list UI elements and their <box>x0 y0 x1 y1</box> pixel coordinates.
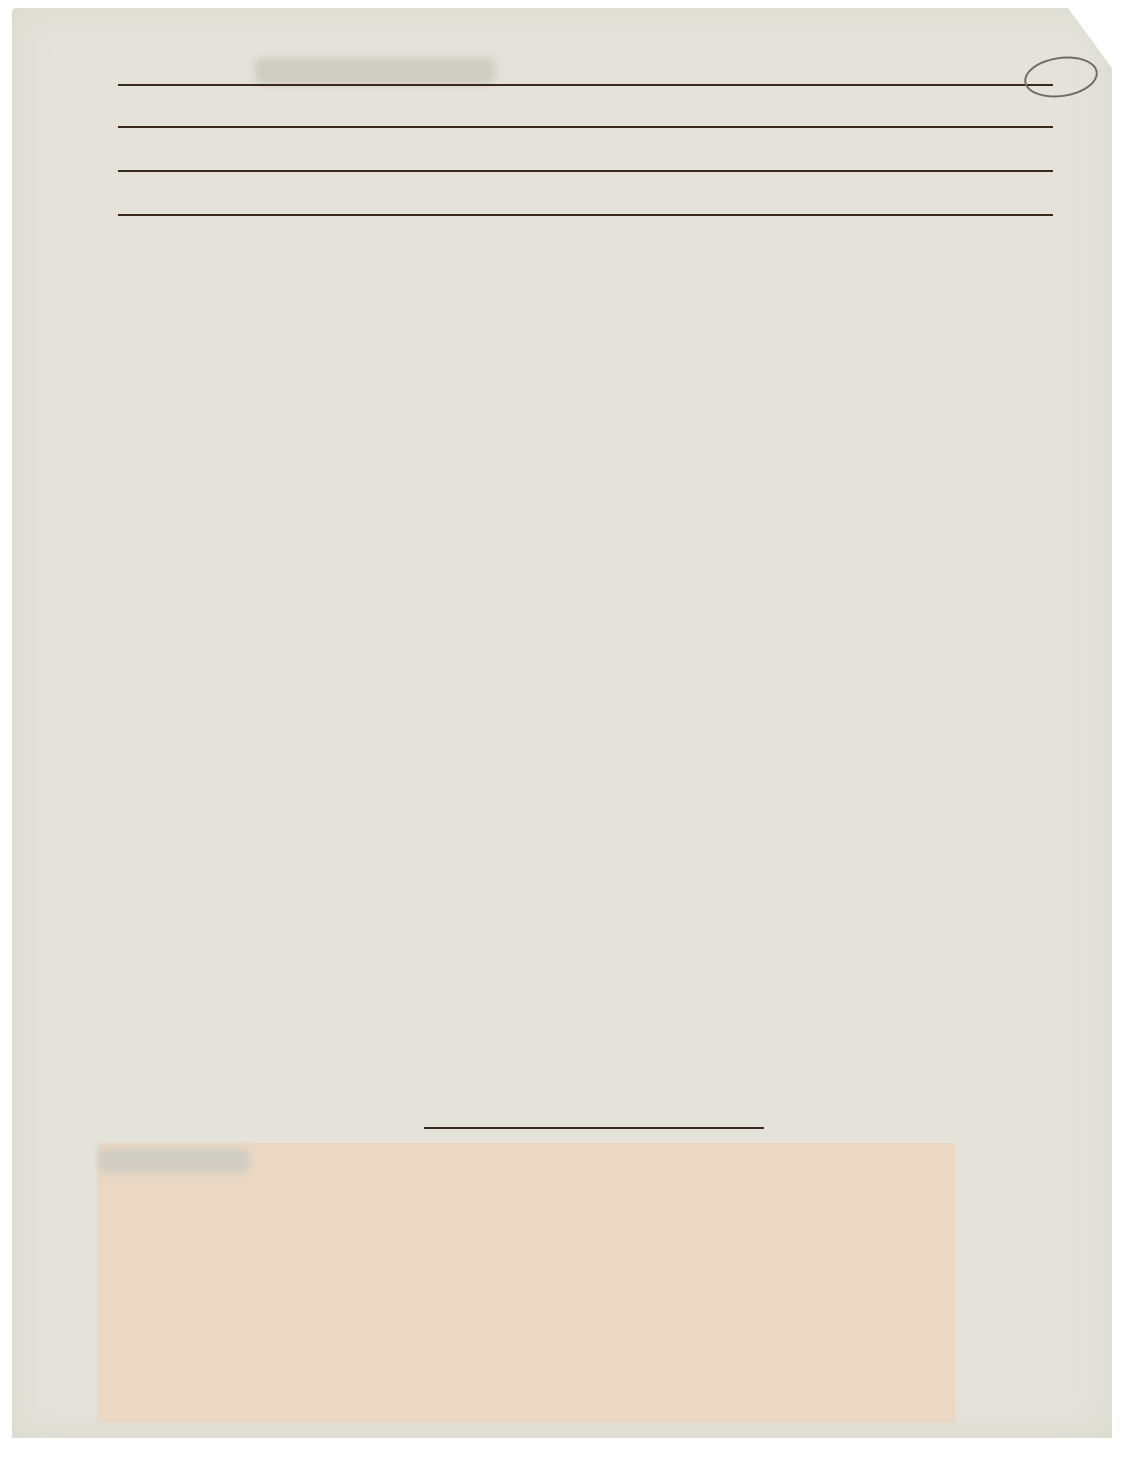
redacted-subject-name <box>255 58 495 84</box>
redacted-name <box>99 1149 249 1173</box>
father-underline <box>118 126 1053 128</box>
subject-underline <box>118 84 1053 86</box>
remarks-pasted-note <box>97 1143 955 1423</box>
mother-underline <box>118 170 1053 172</box>
place-underline <box>118 214 1053 216</box>
remarks-heading-underline <box>424 1127 764 1129</box>
